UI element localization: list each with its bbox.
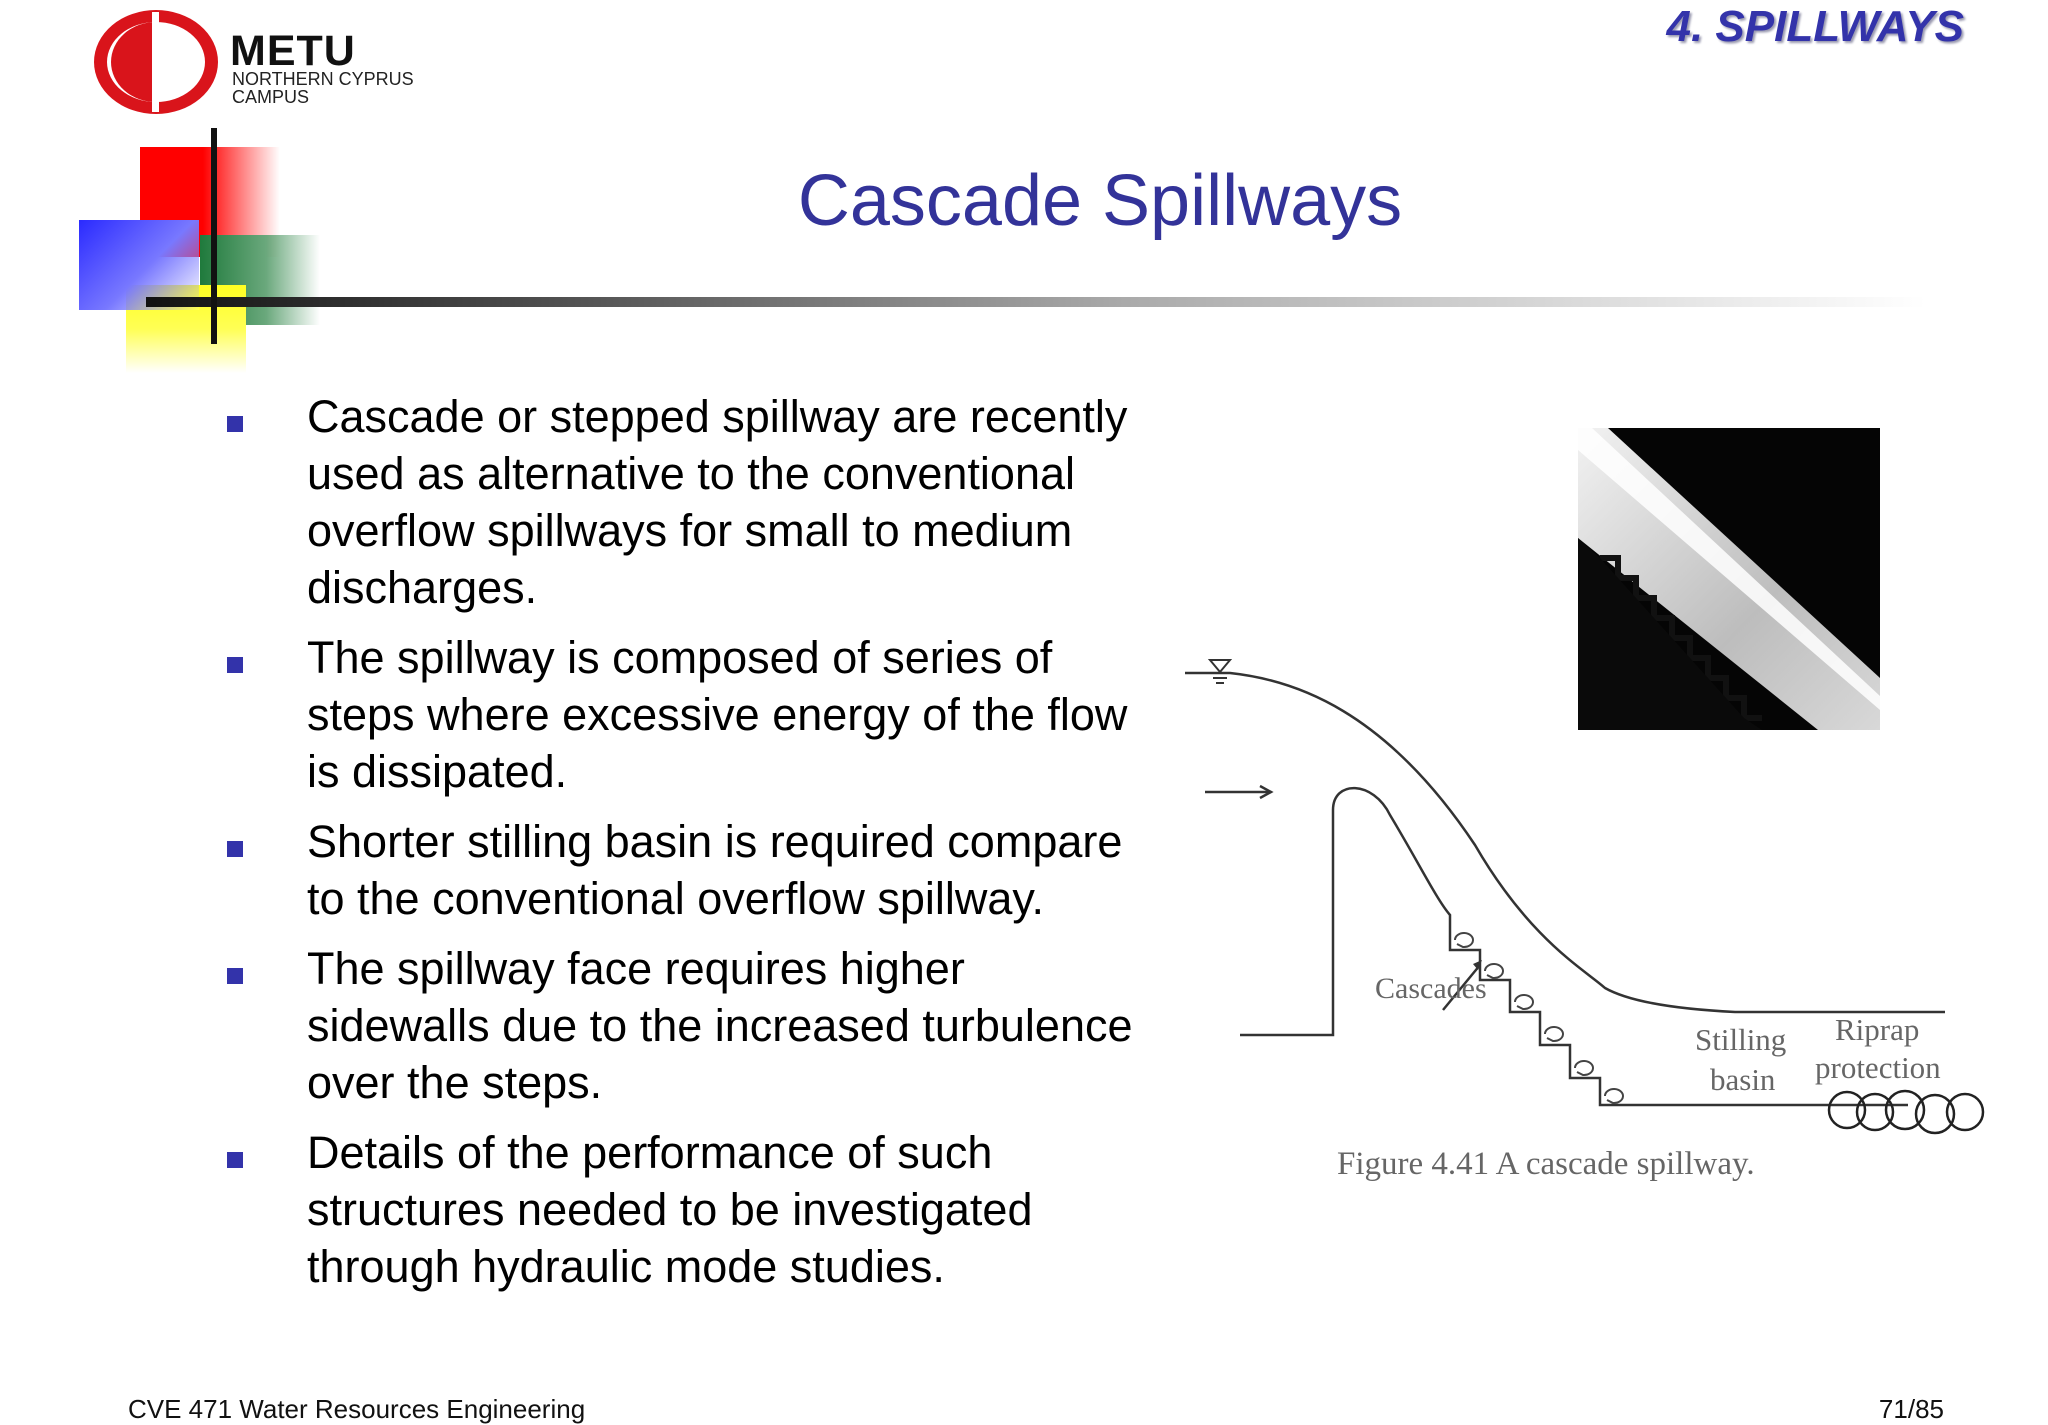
bullet-square-icon bbox=[227, 657, 243, 673]
riprap-stones-icon bbox=[1829, 1091, 1983, 1133]
bullet-line: over the steps. bbox=[307, 1057, 603, 1108]
bullet-line: through hydraulic mode studies. bbox=[307, 1241, 945, 1292]
bullet-list bbox=[225, 388, 1205, 1308]
bullet-square-icon bbox=[227, 416, 243, 432]
deco-vertical-line bbox=[211, 128, 217, 344]
label-riprap: Riprap bbox=[1835, 1012, 1920, 1047]
bullet-line: The spillway face requires higher bbox=[307, 943, 965, 994]
bullet-line: Cascade or stepped spillway are recently bbox=[307, 391, 1128, 442]
bullet-line: discharges. bbox=[307, 562, 538, 613]
bullet-item bbox=[225, 813, 1205, 927]
water-level-symbol-icon bbox=[1210, 660, 1230, 683]
label-cascades: Cascades bbox=[1375, 972, 1487, 1005]
logo-brand: METU bbox=[230, 27, 356, 75]
title-underline bbox=[146, 297, 1926, 307]
bullet-line: overflow spillways for small to medium bbox=[307, 505, 1073, 556]
metu-logo bbox=[88, 4, 428, 120]
bullet-item bbox=[225, 940, 1205, 1111]
bullet-square-icon bbox=[227, 1152, 243, 1168]
page-title: Cascade Spillways bbox=[797, 161, 1403, 241]
bullet-line: used as alternative to the conventional bbox=[307, 448, 1076, 499]
bullet-line: structures needed to be investigated bbox=[307, 1184, 1033, 1235]
bullet-square-icon bbox=[227, 968, 243, 984]
bullet-item bbox=[225, 1124, 1205, 1295]
bullet-line: Shorter stilling basin is required compare bbox=[307, 816, 1123, 867]
logo-subtitle-line1: NORTHERN CYPRUS bbox=[232, 69, 414, 89]
logo-subtitle-line2: CAMPUS bbox=[232, 87, 310, 107]
bullet-line: Details of the performance of such bbox=[307, 1127, 993, 1178]
metu-emblem-icon bbox=[88, 4, 224, 120]
bullet-square-icon bbox=[227, 841, 243, 857]
figure-caption: Figure 4.41 A cascade spillway. bbox=[1337, 1146, 1755, 1182]
cascade-spillway-diagram bbox=[1175, 640, 1995, 1200]
footer-course: CVE 471 Water Resources Engineering bbox=[128, 1394, 586, 1424]
bullet-line: The spillway is composed of series of bbox=[307, 632, 1053, 683]
footer-page-number: 71/85 bbox=[1878, 1394, 1944, 1424]
section-header: 4. SPILLWAYS bbox=[1666, 2, 1964, 51]
bullet-line: steps where excessive energy of the flow bbox=[307, 689, 1128, 740]
bullet-line: to the conventional overflow spillway. bbox=[307, 873, 1045, 924]
bullet-line: sidewalls due to the increased turbulence bbox=[307, 1000, 1133, 1051]
bullet-item bbox=[225, 629, 1205, 800]
label-basin: basin bbox=[1710, 1062, 1776, 1097]
bullet-line: is dissipated. bbox=[307, 746, 568, 797]
bullet-item bbox=[225, 388, 1205, 616]
label-stilling: Stilling bbox=[1695, 1022, 1787, 1057]
label-protection: protection bbox=[1815, 1050, 1941, 1085]
